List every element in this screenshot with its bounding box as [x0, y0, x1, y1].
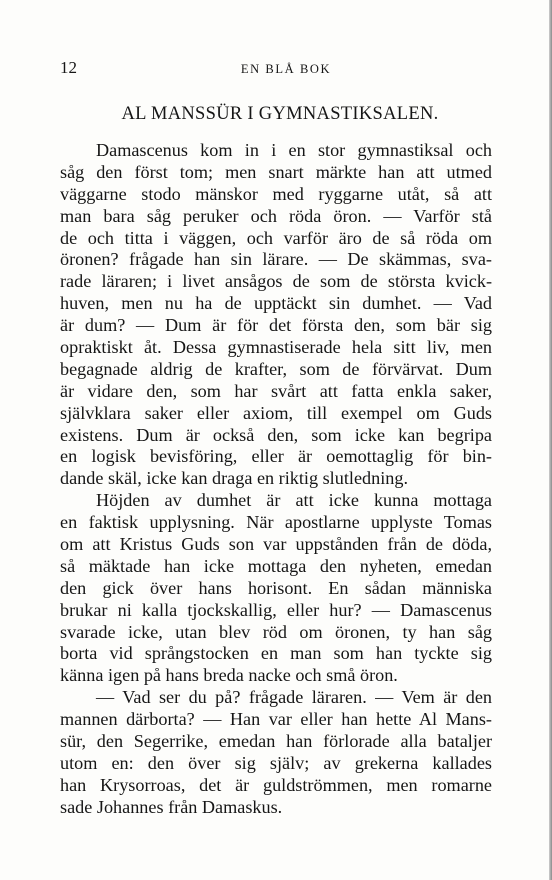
text-line: svarade icke, utan blev röd om öronen, ty han såg: [60, 621, 492, 642]
chapter-title: AL MANSSÜR I GYMNASTIKSALEN.: [121, 104, 439, 124]
text-line: är dum? — Dum är för det första den, som bär sig: [60, 315, 492, 336]
text-line: utom en: den över sig själv; av grekerna kallades: [60, 752, 492, 773]
text-line: mannen därborta? — Han var eller han hette Al Mans-: [60, 709, 492, 730]
running-head: EN BLÅ BOK: [240, 62, 332, 76]
text-line: sade Johannes från Damaskus.: [60, 796, 283, 817]
text-line: är vidare den, som har svårt att fatta enkla saker,: [60, 380, 492, 401]
text-line: brukar ni kalla tjockskallig, eller hur? — Damascenus: [60, 599, 492, 620]
text-line: den gick över hans horisont. En sådan människa: [60, 577, 492, 598]
text-line: opraktiskt åt. Dessa gymnastiserade hela sitt liv, men: [60, 337, 492, 358]
text-line: känna igen på hans breda nacke och små öron.: [60, 665, 398, 686]
page-number: 12: [60, 58, 77, 77]
text-line: Höjden av dumhet är att icke kunna mottaga: [96, 490, 492, 511]
body-text: [60, 140, 492, 819]
text-line: självklara saker eller axiom, till exempel om Guds: [60, 402, 492, 423]
text-line: existens. Dum är också den, som icke kan begripa: [60, 424, 492, 445]
text-line: så mäktade han icke mottaga den nyheten, emedan: [60, 555, 492, 576]
text-line: en logisk bevisföring, eller är oemottaglig för bin-: [60, 446, 492, 467]
text-line: sür, den Segerrike, emedan han förlorade alla bataljer: [60, 731, 492, 752]
text-line: man bara såg peruker och röda öron. — Varför stå: [60, 205, 492, 226]
text-line: begagnade aldrig de krafter, som de förvärvat. Dum: [60, 358, 492, 379]
text-line: — Vad ser du på? frågade läraren. — Vem är den: [96, 687, 492, 708]
text-line: han Krysorroas, det är guldströmmen, men romarne: [60, 774, 492, 795]
text-line: rade läraren; i livet ansågos de som de största kvick-: [60, 271, 492, 292]
text-line: borta vid språngstocken en man som han tyckte sig: [60, 643, 492, 664]
text-line: väggarne stodo mänskor med ryggarne utåt, så att: [60, 183, 492, 204]
text-line: öronen? frågade han sin lärare. — De skämmas, sva-: [60, 249, 492, 270]
text-line: såg den först tom; men snart märkte han att utmed: [60, 161, 492, 182]
text-line: om att Kristus Guds son var uppstånden från de döda,: [60, 534, 492, 555]
text-line: dande skäl, icke kan draga en riktig slutledning.: [60, 468, 408, 489]
text-line: huven, men nu ha de upptäckt sin dumhet. — Vad: [60, 293, 492, 314]
text-line: en faktisk upplysning. När apostlarne upplyste Tomas: [60, 512, 492, 533]
text-line: de och titta i väggen, och varför äro de så röda om: [60, 227, 492, 248]
text-line: Damascenus kom in i en stor gymnastiksal och: [96, 140, 492, 160]
